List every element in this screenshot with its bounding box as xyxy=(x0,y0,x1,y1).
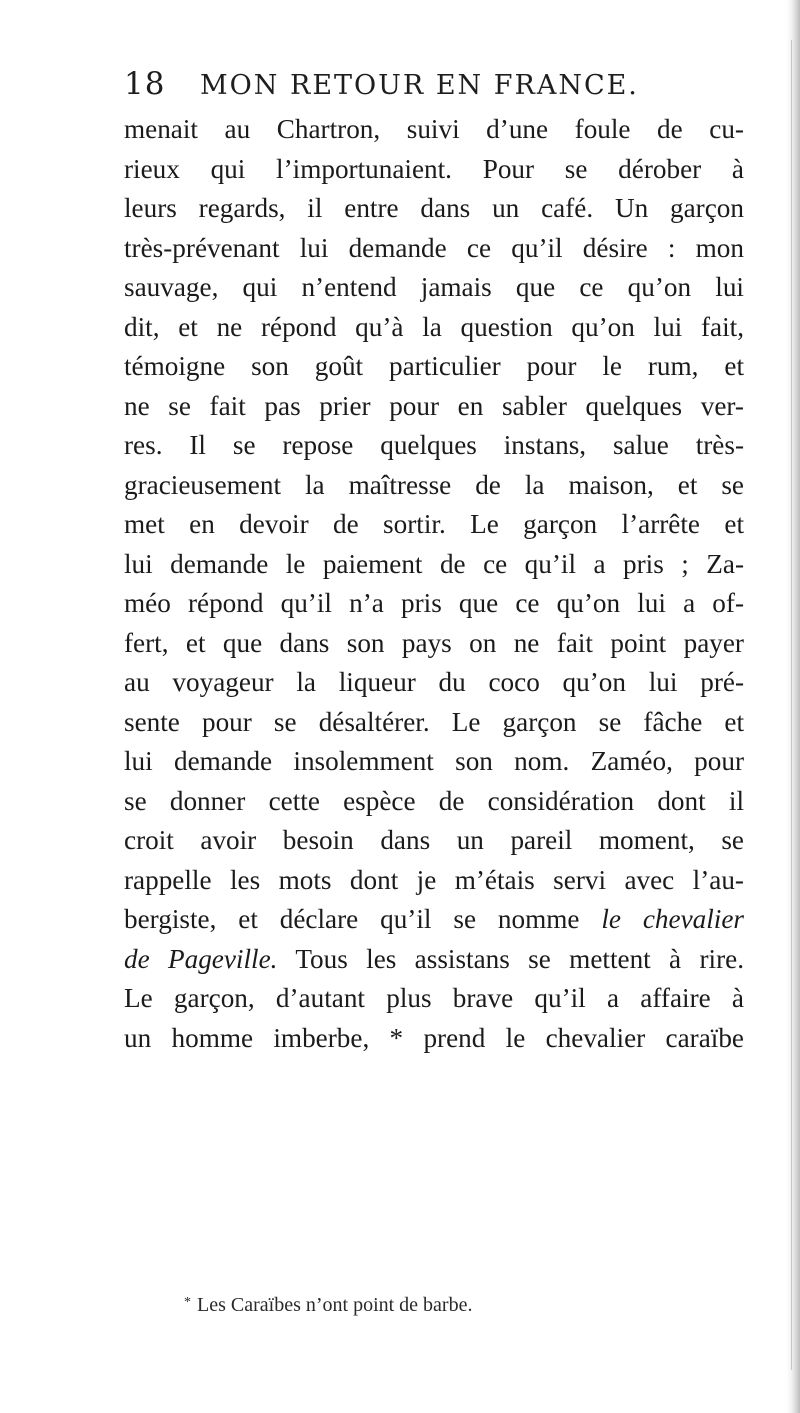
text-line: lui demande insolemment son nom. Zaméo, pour xyxy=(124,746,744,776)
text-line: témoigne son goût particulier pour le rum, et xyxy=(124,351,744,381)
text-line-with-italic: de Pageville. Tous les assistans se mettent à rire. xyxy=(124,943,744,974)
footnote-mark: * xyxy=(184,1295,191,1310)
scan-edge-shadow xyxy=(786,0,800,1413)
text-line: se donner cette espèce de considération dont il xyxy=(124,785,744,816)
text-line-with-italic: bergiste, et déclare qu’il se nomme le chevalier xyxy=(124,904,744,934)
text-line: ne se fait pas prier pour en sabler quelques ver- xyxy=(124,390,744,421)
scan-edge-line xyxy=(791,40,792,1370)
page-header xyxy=(124,64,684,108)
italic-phrase: le chevalier xyxy=(601,904,744,934)
text-line: méo répond qu’il n’a pris que ce qu’on lui a of- xyxy=(124,588,744,618)
text-line: au voyageur la liqueur du coco qu’on lui pré- xyxy=(124,667,744,697)
page-number: 18 xyxy=(124,66,166,102)
text-line: res. Il se repose quelques instans, salue très- xyxy=(124,430,744,460)
text-line: gracieusement la maîtresse de la maison, et se xyxy=(124,469,744,500)
text-line: très-prévenant lui demande ce qu’il désire : mon xyxy=(124,232,744,263)
text-line: fert, et que dans son pays on ne fait point payer xyxy=(124,627,744,658)
italic-phrase: de Pageville. xyxy=(124,943,278,974)
text-line: leurs regards, il entre dans un café. Un garçon xyxy=(124,193,744,223)
text-line: sente pour se désaltérer. Le garçon se fâche et xyxy=(124,706,744,737)
text-line: croit avoir besoin dans un pareil moment, se xyxy=(124,825,744,855)
text-line: rappelle les mots dont je m’étais servi avec l’au- xyxy=(124,864,744,895)
footnote xyxy=(184,1294,472,1317)
running-title: MON RETOUR EN FRANCE. xyxy=(200,70,639,101)
text-line: lui demande le paiement de ce qu’il a pris ; Za- xyxy=(124,548,744,579)
text-line: un homme imberbe, * prend le chevalier caraïbe xyxy=(124,1022,744,1053)
text-line: rieux qui l’importunaient. Pour se dérober à xyxy=(124,153,744,184)
footnote-text: Les Caraïbes n’ont point de barbe. xyxy=(197,1294,473,1316)
text-line: menait au Chartron, suivi d’une foule de cu- xyxy=(124,114,744,144)
text-line: sauvage, qui n’entend jamais que ce qu’on lui xyxy=(124,272,744,302)
text-line: Le garçon, d’autant plus brave qu’il a affaire à xyxy=(124,983,744,1013)
text-line: dit, et ne répond qu’à la question qu’on lui fait, xyxy=(124,311,744,342)
body-text xyxy=(124,110,744,1058)
text-line: met en devoir de sortir. Le garçon l’arrête et xyxy=(124,509,744,539)
